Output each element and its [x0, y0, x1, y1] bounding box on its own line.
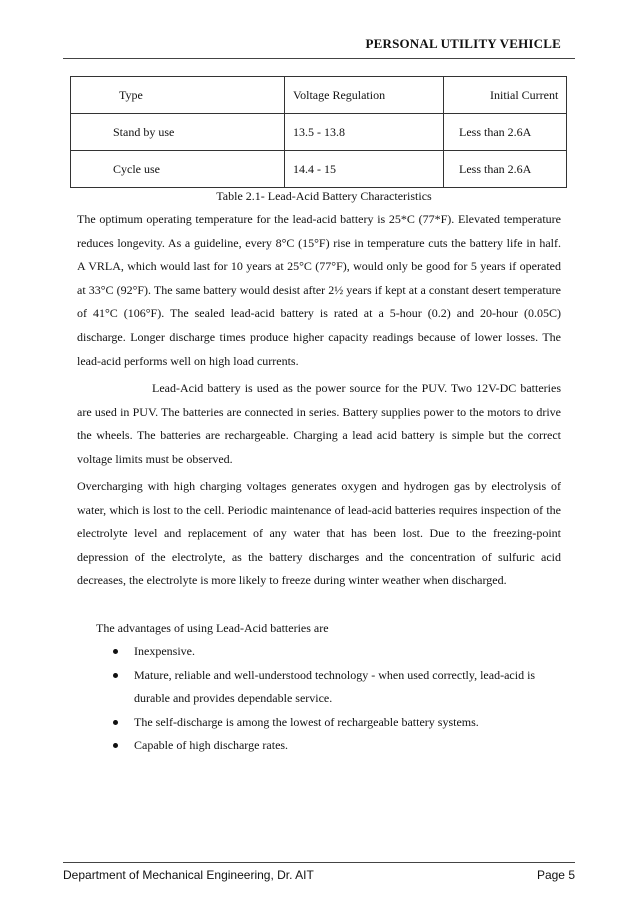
table-cell: 13.5 - 13.8: [285, 114, 444, 151]
table-cell: 14.4 - 15: [285, 151, 444, 188]
paragraph-overcharging: Overcharging with high charging voltages generates oxygen and hydrogen gas by electrolysis of water, which is lost to the cell. Periodic maintenance of lead-acid batteries requires inspection of the electrolyte level and replacement of any water that has been lost. Due to the freezing-point depression of the electrolyte, as the battery discharges and the concentration of sulfuric acid decreases, the electrolyte is more likely to freeze during winter weather when discharged.: [77, 479, 561, 588]
table-header-cell: Type: [71, 77, 285, 114]
battery-characteristics-table: [70, 76, 567, 188]
list-item: Mature, reliable and well-understood technology - when used correctly, lead-acid is durable and provides dependable service.: [110, 664, 562, 711]
list-item: Inexpensive.: [110, 640, 562, 664]
list-item: Capable of high discharge rates.: [110, 734, 562, 758]
footer-page-number: Page 5: [536, 868, 575, 882]
running-header: PERSONAL UTILITY VEHICLE: [365, 36, 561, 51]
table-cell: Less than 2.6A: [444, 151, 567, 188]
table-cell: Less than 2.6A: [444, 114, 567, 151]
advantages-list: [110, 640, 562, 758]
table-caption: Table 2.1- Lead-Acid Battery Characteristics: [216, 189, 432, 203]
advantages-intro: The advantages of using Lead-Acid batteries are: [96, 621, 329, 635]
paragraph-temperature: The optimum operating temperature for the lead-acid battery is 25*C (77*F). Elevated temperature reduces longevity. As a guideline, every 8°C (15°F) rise in temperature cuts the battery life in half. A VRLA, which would last for 10 years at 25°C (77°F), would only be good for 5 years if operated at 33°C (92°F). The same battery would desist after 2½ years if kept at a constant desert temperature of 41°C (106°F). The sealed lead-acid battery is rated at a 5-hour (0.2) and 20-hour (0.05C) discharge. Longer discharge times produce higher capacity readings because of lower losses. The lead-acid performs well on high load currents.: [77, 212, 561, 368]
footer-department: Department of Mechanical Engineering, Dr. AIT: [63, 868, 314, 882]
table-header-cell: Voltage Regulation: [285, 77, 444, 114]
table-cell: Cycle use: [71, 151, 285, 188]
footer-rule: [63, 862, 575, 863]
table-row: [71, 151, 567, 188]
paragraph-power-source: Lead-Acid battery is used as the power source for the PUV. Two 12V-DC batteries are used in PUV. The batteries are connected in series. Battery supplies power to the motors to drive the wheels. The batteries are rechargeable. Charging a lead acid battery is simple but the correct voltage limits must be observed.: [77, 381, 561, 466]
list-item: The self-discharge is among the lowest of rechargeable battery systems.: [110, 711, 562, 735]
table-cell: Stand by use: [71, 114, 285, 151]
table-row: [71, 114, 567, 151]
table-header-row: [71, 77, 567, 114]
header-rule: [63, 58, 575, 59]
table-header-cell: Initial Current: [444, 77, 567, 114]
